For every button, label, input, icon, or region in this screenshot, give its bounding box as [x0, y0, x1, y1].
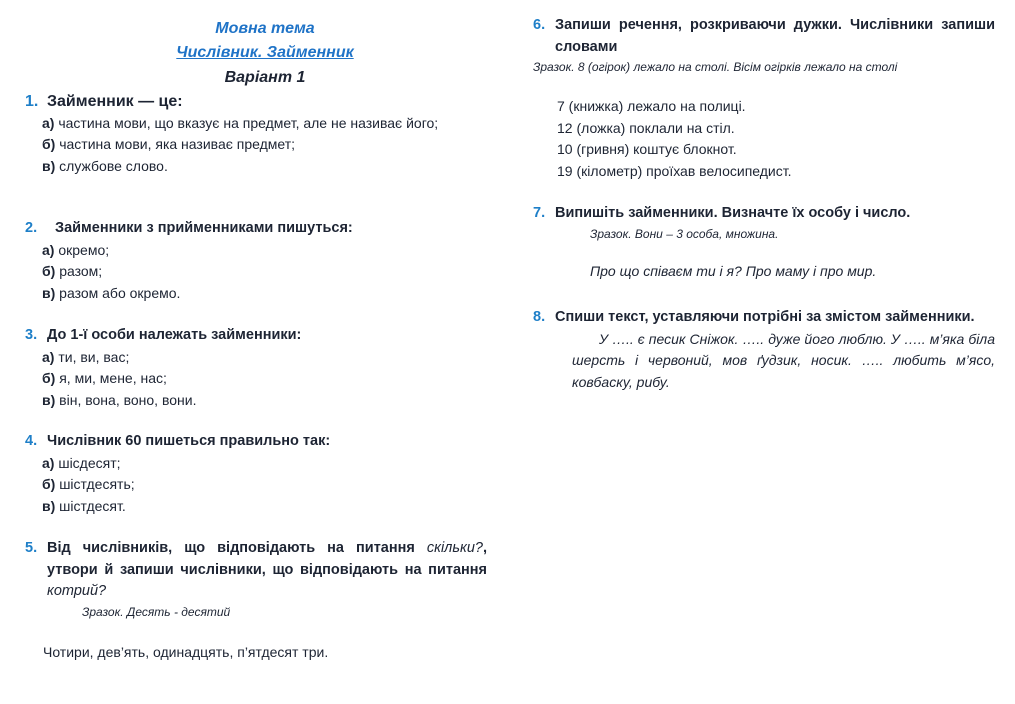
option-c: в) службове слово.: [42, 157, 168, 174]
question-7: [533, 203, 995, 282]
question-number: 6.: [533, 17, 546, 33]
option-a: а) окремо;: [42, 241, 110, 258]
question-5: [25, 538, 487, 663]
question-number: 2.: [25, 220, 38, 236]
task-text: Про що співаєм ти і я? Про маму і про мир.: [590, 262, 877, 279]
option-b: б) шістдесять;: [42, 476, 135, 492]
question-number: 8.: [533, 309, 546, 325]
question-6: [533, 15, 995, 182]
question-4: [25, 431, 487, 517]
question-text: Випишіть займенники. Визначте їх особу і число.: [555, 205, 911, 221]
option-b: б) я, ми, мене, нас;: [42, 370, 167, 386]
question-8: [533, 307, 995, 393]
sentence-item: 19 (кілометр) проїхав велосипедист.: [557, 162, 792, 179]
sample-text: Зразок. 8 (огірок) лежало на столі. Вісім огірків лежало на столі: [533, 60, 898, 74]
task-text: Чотири, дев’ять, одинадцять, п’ятдесят три.: [43, 643, 329, 660]
question-number: 7.: [533, 205, 546, 221]
question-number: 1.: [25, 93, 39, 110]
question-2: [25, 218, 487, 304]
topic-title: Числівник. Займенник: [176, 44, 354, 61]
sentence-list: [557, 96, 995, 182]
option-c: в) шістдесят.: [42, 497, 126, 514]
subject-title: Мовна тема: [215, 20, 315, 37]
option-b: б) частина мови, яка називає предмет;: [42, 136, 296, 152]
question-1: [25, 91, 487, 177]
sentence-item: 12 (ложка) поклали на стіл.: [557, 119, 735, 136]
option-a: а) шісдесят;: [42, 454, 121, 471]
question-number: 5.: [25, 540, 38, 556]
question-text: До 1-ї особи належать займенники:: [47, 327, 302, 343]
sentence-item: 10 (гривня) коштує блокнот.: [557, 141, 737, 157]
option-a: а) ти, ви, вас;: [42, 348, 130, 365]
question-text: Запиши речення, розкриваючи дужки. Числівники запиши словами: [555, 17, 995, 55]
task-text: У ….. є песик Сніжок. ….. дуже його люблю. У ….. м’яка біла шерсть і червоний, мов ґудзик, носик. ….. любить м’ясо, ковбаску, рибу.: [572, 330, 995, 390]
option-a: а) частина мови, що вказує на предмет, але не називає його;: [42, 114, 439, 131]
option-c: в) він, вона, воно, вони.: [42, 391, 197, 408]
sample-text: Зразок. Вони – 3 особа, множина.: [590, 226, 779, 241]
question-text: Займенники з прийменниками пишуться:: [55, 220, 353, 236]
question-number: 3.: [25, 327, 38, 343]
variant-title: Варіант 1: [224, 69, 306, 86]
question-number: 4.: [25, 433, 38, 449]
sample-text: Зразок. Десять - десятий: [82, 604, 231, 619]
option-c: в) разом або окремо.: [42, 284, 181, 301]
question-text: Займенник — це:: [47, 93, 183, 110]
question-text: Числівник 60 пишеться правильно так:: [47, 433, 331, 449]
option-b: б) разом;: [42, 263, 103, 279]
question-text: Спиши текст, уставляючи потрібні за змістом займенники.: [555, 309, 975, 325]
question-3: [25, 325, 487, 411]
sentence-item: 7 (книжка) лежало на полиці.: [557, 98, 746, 114]
question-text: Від числівників, що відповідають на питання скільки?, утвори й запиши числівники, що відповідають на питання котрий?: [47, 540, 487, 599]
